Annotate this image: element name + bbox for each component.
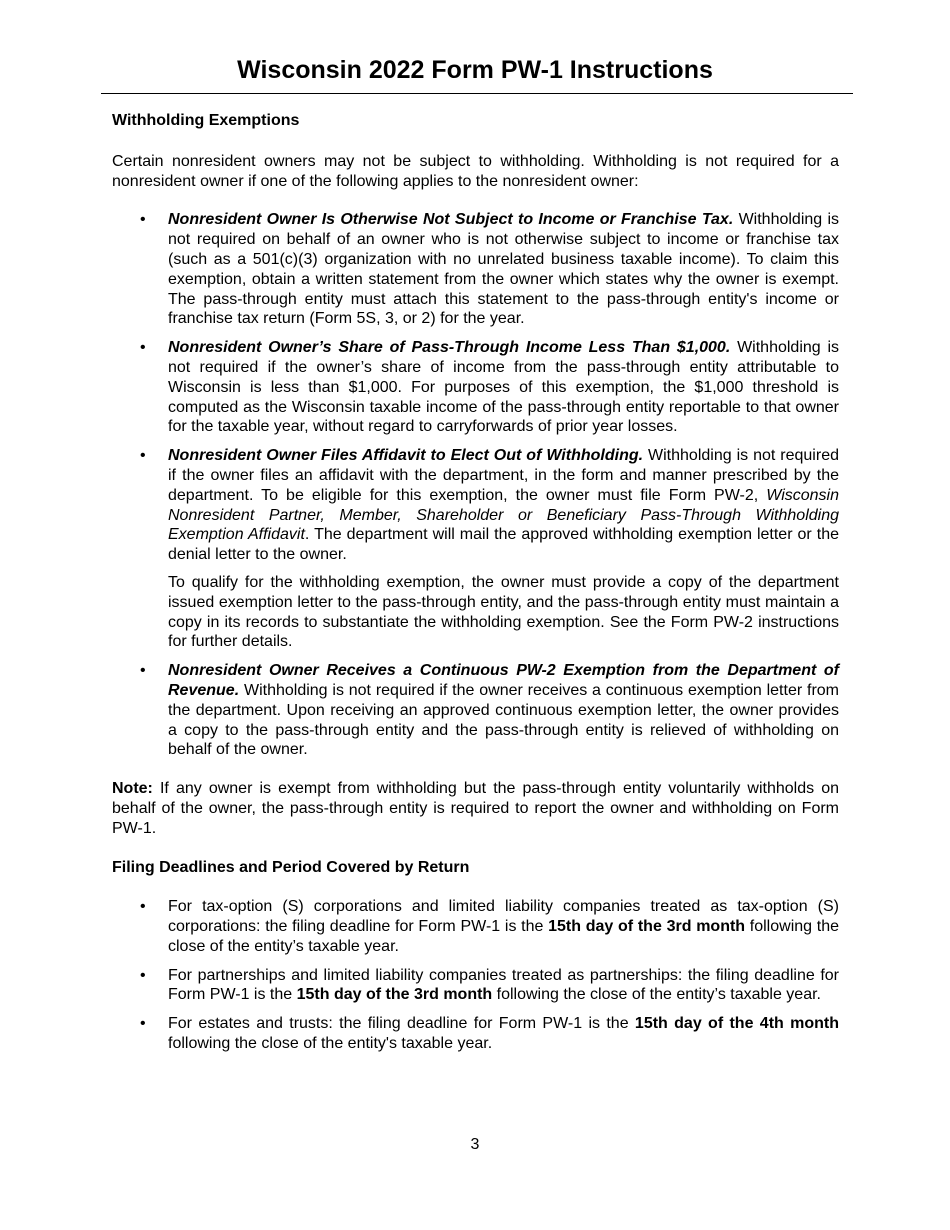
deadline-text: 15th day of the 4th month	[634, 1015, 840, 1033]
exemptions-list-continued	[112, 661, 839, 760]
item-text: following the close of the entity's taxable year.	[168, 1035, 493, 1053]
bullet-icon: •	[140, 966, 146, 984]
item-followup-paragraph: To qualify for the withholding exemption, the owner must provide a copy of the department issued exemption letter to the pass-through entity, and the pass-through entity must maintain a copy in its records to substantiate the withholding exemption. See the Form PW-2 instructions for further details.	[168, 573, 839, 651]
form-name: Wisconsin Nonresident Partner, Member, Shareholder or Beneficiary Pass-Through Withholding Exemption Affidavit	[168, 486, 839, 544]
list-item	[112, 446, 839, 565]
bullet-icon: •	[140, 662, 146, 680]
list-item	[112, 210, 839, 329]
item-text: For estates and trusts: the filing deadline for Form PW-1 is the	[168, 1015, 635, 1033]
deadline-text: 15th day of the 3rd month	[548, 918, 746, 936]
section-heading-withholding-exemptions: Withholding Exemptions	[112, 112, 300, 129]
item-text: following the close of the entity’s taxable year.	[168, 918, 839, 955]
header-divider	[101, 93, 853, 94]
item-text: Withholding is not required if the owner files an affidavit with the department, in the form and manner prescribed by the department. To be eligible for this exemption, the owner must file Form PW-2,	[168, 447, 839, 504]
item-title: Nonresident Owner Files Affidavit to Elect Out of Withholding.	[168, 447, 644, 465]
item-text: For tax-option (S) corporations and limited liability companies treated as tax-option (S) corporations: the filing deadline for Form PW-1 is the	[168, 898, 839, 936]
item-text: . The department will mail the approved withholding exemption letter or the denial letter to the owner.	[168, 526, 840, 564]
note-label: Note:	[112, 780, 153, 798]
item-title: Nonresident Owner’s Share of Pass-Through Income Less Than $1,000.	[168, 339, 731, 357]
item-text: For partnerships and limited liability companies treated as partnerships: the filing deadline for Form PW-1 is the	[168, 966, 839, 1004]
section-heading-filing-deadlines: Filing Deadlines and Period Covered by Return	[112, 858, 470, 876]
list-item	[112, 897, 839, 956]
list-item	[112, 338, 839, 437]
list-item	[112, 1014, 839, 1054]
item-text: following the close of the entity’s taxable year.	[492, 986, 821, 1004]
bullet-icon: •	[140, 447, 146, 465]
bullet-icon: •	[140, 1015, 146, 1033]
item-text: Withholding is not required if the owner receives a continuous exemption letter from the department. Upon receiving an approved continuous exemption letter, the owner provides a copy to the pass-through entity and the pass-through entity is relieved of withholding on behalf of the owner.	[168, 681, 839, 759]
intro-paragraph: Certain nonresident owners may not be subject to withholding. Withholding is not required for a nonresident owner if one of the following applies to the nonresident owner:	[112, 152, 839, 190]
list-item	[112, 966, 839, 1006]
bullet-icon: •	[140, 898, 146, 916]
page-number: 3	[470, 1136, 480, 1153]
item-text: Withholding is not required on behalf of an owner who is not otherwise subject to income or franchise tax (such as a 501(c)(3) organization with no unrelated business taxable income). To claim this exemption, obtain a written statement from the owner which states why the owner is exempt. The pass-through entity must attach this statement to the pass-through entity's income or franchise tax return (Form 5S, 3, or 2) for the year.	[168, 211, 840, 328]
list-item	[112, 661, 839, 760]
page-title: Wisconsin 2022 Form PW-1 Instructions	[237, 56, 713, 84]
note-text: If any owner is exempt from withholding but the pass-through entity voluntarily withholds on behalf of the owner, the pass-through entity is required to report the owner and withholding on Form PW-1.	[112, 780, 839, 837]
bullet-icon: •	[140, 211, 146, 229]
exemptions-list	[112, 210, 839, 565]
page-content	[112, 111, 839, 1054]
item-title: Nonresident Owner Receives a Continuous PW-2 Exemption from the Department of Revenue.	[168, 662, 839, 699]
note-paragraph	[112, 779, 839, 838]
deadlines-list	[112, 897, 839, 1054]
item-text: Withholding is not required if the owner’s share of income from the pass-through entity attributable to Wisconsin is less than $1,000. For purposes of this exemption, the $1,000 threshold is computed as the Wisconsin taxable income of the pass-through entity reportable to that owner for the taxable year, without regard to carryforwards of prior year losses.	[168, 339, 840, 436]
item-title: Nonresident Owner Is Otherwise Not Subject to Income or Franchise Tax.	[168, 211, 734, 229]
bullet-icon: •	[140, 339, 146, 357]
deadline-text: 15th day of the 3rd month	[296, 986, 493, 1004]
